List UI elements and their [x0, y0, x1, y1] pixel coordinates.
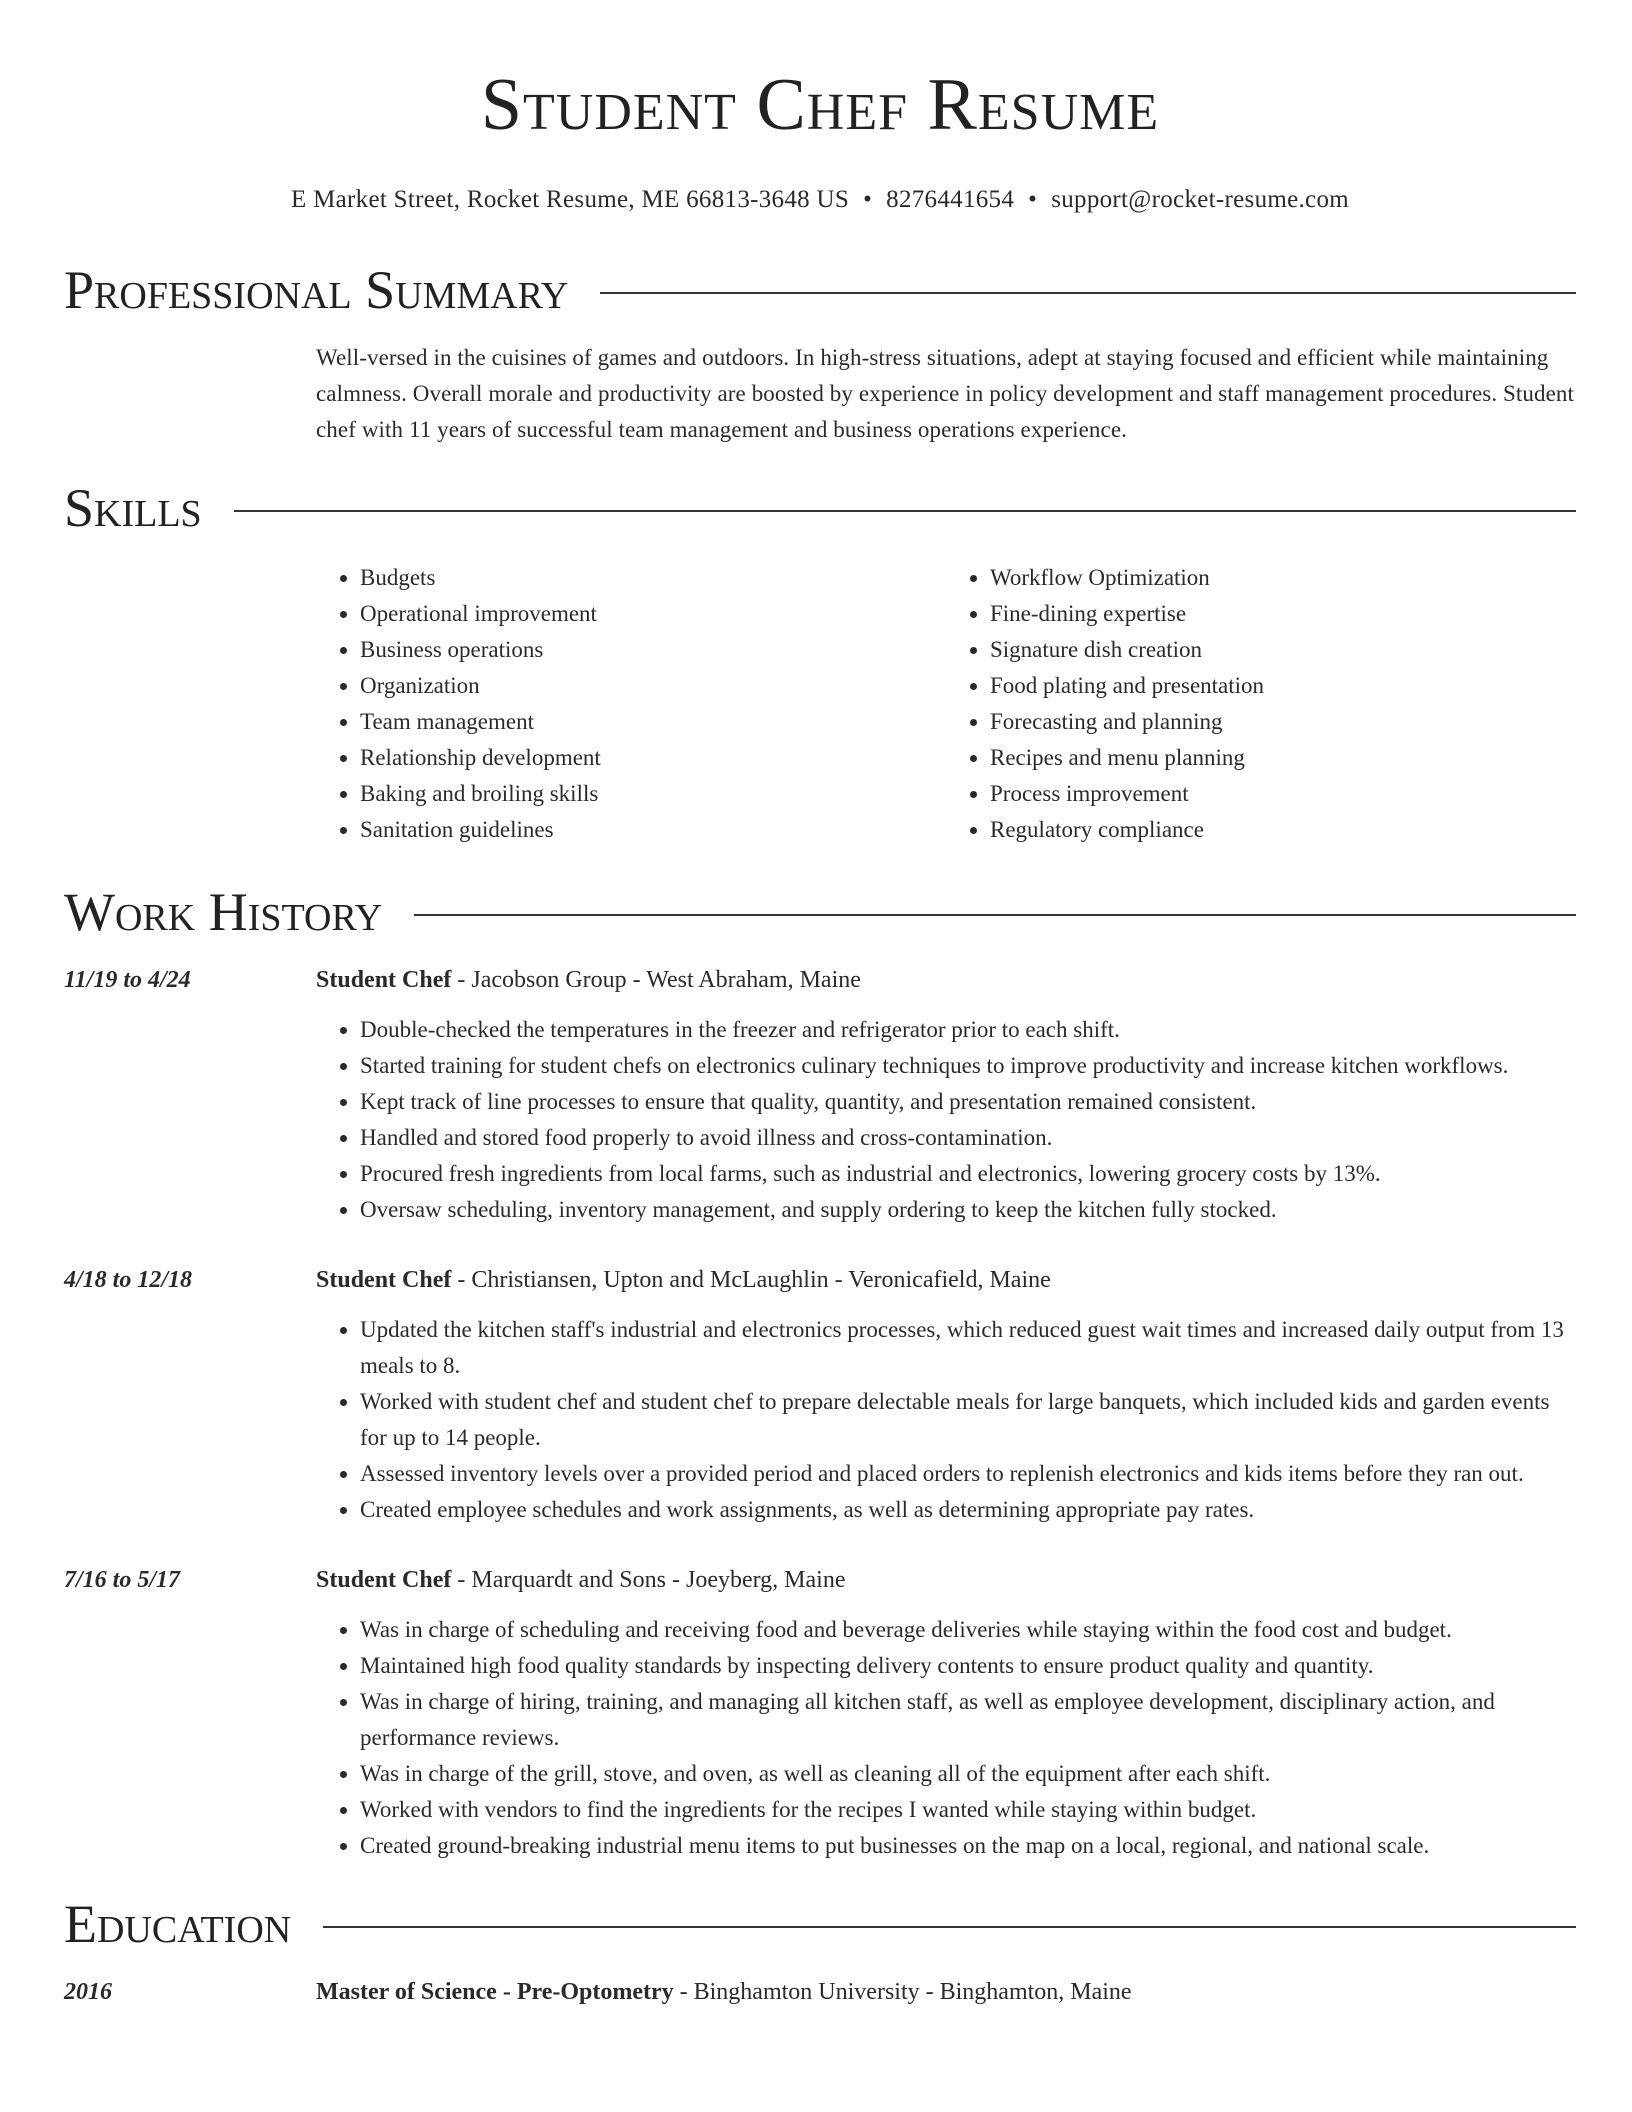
resume-title: Student Chef Resume	[480, 64, 1160, 146]
job-title: Student Chef	[316, 1567, 452, 1593]
job-header	[64, 1562, 1576, 1598]
section-divider	[600, 292, 1576, 294]
work-heading: Work History	[64, 882, 383, 942]
contact-phone: 8276441654	[886, 186, 1015, 213]
job-employer: - Jacobson Group - West Abraham, Maine	[451, 967, 861, 993]
section-divider	[414, 914, 1576, 916]
job-bullets	[316, 1612, 1566, 1864]
contact-separator: •	[1028, 186, 1038, 213]
job-bullet: • Was in charge of scheduling and receiving food and beverage deliveries while staying within the food cost and budget.	[360, 1612, 1566, 1648]
skill-item: • Signature dish creation	[990, 632, 1576, 668]
skills-column-left	[316, 560, 946, 848]
job-bullet: • Assessed inventory levels over a provided period and placed orders to replenish electronics and kids items before they ran out.	[360, 1456, 1566, 1492]
contact-email: support@rocket-resume.com	[1051, 186, 1349, 213]
skill-item: • Forecasting and planning	[990, 704, 1576, 740]
education-entry	[64, 1974, 1576, 2010]
work-section-header	[64, 882, 1576, 942]
education-title	[316, 1974, 1132, 2010]
skill-item: • Organization	[360, 668, 946, 704]
job-bullet: • Was in charge of hiring, training, and managing all kitchen staff, as well as employee development, disciplinary action, and performance reviews.	[360, 1684, 1566, 1756]
job-bullet: • Oversaw scheduling, inventory management, and supply ordering to keep the kitchen fully stocked.	[360, 1192, 1566, 1228]
job-header	[64, 962, 1576, 998]
job-bullet: • Maintained high food quality standards by inspecting delivery contents to ensure product quality and quantity.	[360, 1648, 1566, 1684]
job-bullet: • Updated the kitchen staff's industrial and electronics processes, which reduced guest wait times and increased daily output from 13 meals to 8.	[360, 1312, 1566, 1384]
skills-section-header	[64, 478, 1576, 538]
skill-item: • Baking and broiling skills	[360, 776, 946, 812]
job-entry	[64, 1562, 1576, 1864]
skill-item: • Workflow Optimization	[990, 560, 1576, 596]
education-section-header	[64, 1894, 1576, 1954]
skill-item: • Budgets	[360, 560, 946, 596]
resume-page	[64, 0, 1576, 2010]
job-bullet: • Procured fresh ingredients from local farms, such as industrial and electronics, lowering grocery costs by 13%.	[360, 1156, 1566, 1192]
job-header	[64, 1262, 1576, 1298]
job-entry	[64, 962, 1576, 1228]
job-bullet: • Created employee schedules and work assignments, as well as determining appropriate pay rates.	[360, 1492, 1566, 1528]
skills-column-right	[946, 560, 1576, 848]
education-details: - Binghamton University - Binghamton, Maine	[673, 1979, 1132, 2005]
skill-item: • Operational improvement	[360, 596, 946, 632]
education-degree: Master of Science - Pre-Optometry	[316, 1979, 674, 2005]
section-divider	[234, 510, 1576, 512]
education-heading: Education	[64, 1894, 292, 1954]
job-title-line	[316, 1262, 1051, 1298]
job-dates: 7/16 to 5/17	[64, 1567, 181, 1593]
summary-text: Well-versed in the cuisines of games and outdoors. In high-stress situations, adept at staying focused and efficient while maintaining calmness. Overall morale and productivity are boosted by experience in policy development and staff management procedures. Student chef with 11 years of successful team management and business operations experience.	[316, 345, 1574, 442]
job-bullets	[316, 1012, 1566, 1228]
skill-item: • Regulatory compliance	[990, 812, 1576, 848]
contact-address: E Market Street, Rocket Resume, ME 66813-3648 US	[291, 186, 850, 213]
job-bullet: • Worked with student chef and student chef to prepare delectable meals for large banquets, which included kids and garden events for up to 14 people.	[360, 1384, 1566, 1456]
skill-item: • Fine-dining expertise	[990, 596, 1576, 632]
summary-section-header	[64, 260, 1576, 320]
skill-item: • Business operations	[360, 632, 946, 668]
job-title: Student Chef	[316, 1267, 452, 1293]
summary-heading: Professional Summary	[64, 260, 569, 320]
contact-separator: •	[863, 186, 873, 213]
job-bullet: • Was in charge of the grill, stove, and oven, as well as cleaning all of the equipment after each shift.	[360, 1756, 1566, 1792]
section-divider	[323, 1926, 1576, 1928]
job-dates: 4/18 to 12/18	[64, 1267, 193, 1293]
skill-item: • Process improvement	[990, 776, 1576, 812]
contact-line	[64, 184, 1576, 216]
job-title-line	[316, 1562, 846, 1598]
job-dates: 11/19 to 4/24	[64, 967, 191, 993]
job-bullet: • Started training for student chefs on electronics culinary techniques to improve productivity and increase kitchen workflows.	[360, 1048, 1566, 1084]
skill-item: • Sanitation guidelines	[360, 812, 946, 848]
skills-list	[316, 560, 1576, 848]
job-employer: - Marquardt and Sons - Joeyberg, Maine	[451, 1567, 846, 1593]
skill-item: • Team management	[360, 704, 946, 740]
job-bullet: • Handled and stored food properly to avoid illness and cross-contamination.	[360, 1120, 1566, 1156]
skill-item: • Recipes and menu planning	[990, 740, 1576, 776]
job-bullets	[316, 1312, 1566, 1528]
skills-heading: Skills	[64, 478, 202, 538]
work-history-list	[64, 962, 1576, 1864]
job-bullet: • Double-checked the temperatures in the freezer and refrigerator prior to each shift.	[360, 1012, 1566, 1048]
job-employer: - Christiansen, Upton and McLaughlin - Veronicafield, Maine	[451, 1267, 1051, 1293]
education-year: 2016	[64, 1979, 112, 2005]
skill-item: • Food plating and presentation	[990, 668, 1576, 704]
job-title: Student Chef	[316, 967, 452, 993]
job-entry	[64, 1262, 1576, 1528]
job-title-line	[316, 962, 861, 998]
job-bullet: • Worked with vendors to find the ingredients for the recipes I wanted while staying within budget.	[360, 1792, 1566, 1828]
skill-item: • Relationship development	[360, 740, 946, 776]
job-bullet: • Created ground-breaking industrial menu items to put businesses on the map on a local, regional, and national scale.	[360, 1828, 1566, 1864]
job-bullet: • Kept track of line processes to ensure that quality, quantity, and presentation remained consistent.	[360, 1084, 1566, 1120]
